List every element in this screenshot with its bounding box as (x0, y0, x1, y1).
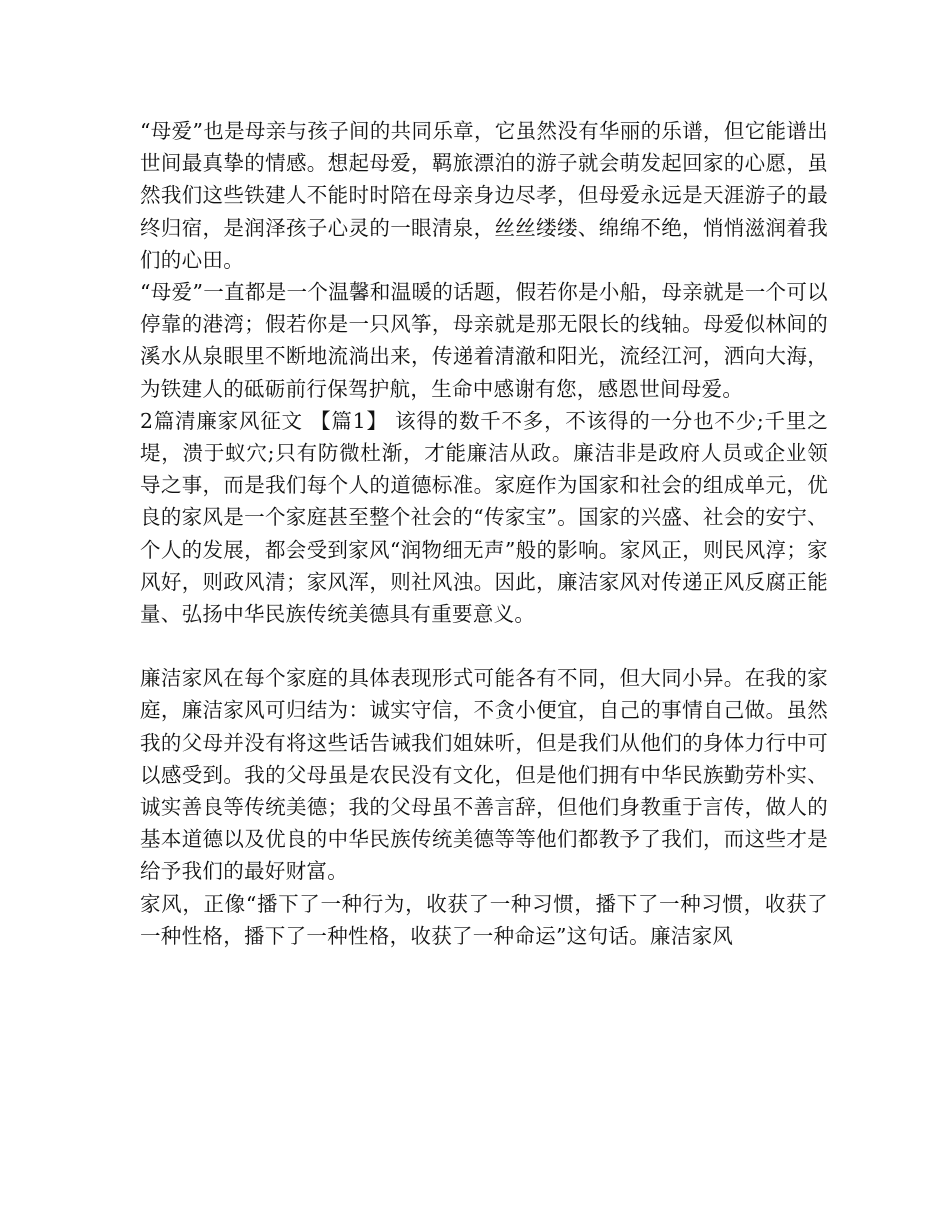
paragraph-maternal-love-2: “母爱”一直都是一个温馨和温暖的话题，假若你是小船，母亲就是一个可以停靠的港湾；假若你是一只风筝，母亲就是那无限长的线轴。母爱似林间的溪水从泉眼里不断地流淌出来，传递着清澈和阳光，流经江河，洒向大海，为铁建人的砥砺前行保驾护航，生命中感谢有您，感恩世间母爱。 (140, 280, 828, 401)
paragraph-clean-family-intro: 2篇清廉家风征文 【篇1】 该得的数千不多，不该得的一分也不少;千里之堤，溃于蚁穴;只有防微杜渐，才能廉洁从政。廉洁非是政府人员或企业领导之事，而是我们每个人的道德标准。家庭作为国家和社会的组成单元，优良的家风是一个家庭甚至整个社会的“传家宝”。国家的兴盛、社会的安宁、个人的发展，都会受到家风“润物细无声”般的影响。家风正，则民风淳；家风好，则政风清；家风浑，则社风浊。因此，廉洁家风对传递正风反腐正能量、弘扬中华民族传统美德具有重要意义。 (140, 408, 828, 627)
document-page (140, 115, 828, 952)
paragraph-clean-family-home: 廉洁家风在每个家庭的具体表现形式可能各有不同，但大同小异。在我的家庭，廉洁家风可归结为：诚实守信，不贪小便宜，自己的事情自己做。虽然我的父母并没有将这些话告诫我们姐妹听，但是我们从他们的身体力行中可以感受到。我的父母虽是农民没有文化，但是他们拥有中华民族勤劳朴实、诚实善良等传统美德；我的父母虽不善言辞，但他们身教重于言传，做人的基本道德以及优良的中华民族传统美德等等他们都教予了我们，而这些才是给予我们的最好财富。 (140, 666, 828, 884)
paragraph-maternal-love-1: “母爱”也是母亲与孩子间的共同乐章，它虽然没有华丽的乐谱，但它能谱出世间最真挚的情感。想起母爱，羁旅漂泊的游子就会萌发起回家的心愿，虽然我们这些铁建人不能时时陪在母亲身边尽孝，但母爱永远是天涯游子的最终归宿，是润泽孩子心灵的一眼清泉，丝丝缕缕、绵绵不绝，悄悄滋润着我们的心田。 (140, 119, 828, 272)
paragraph-family-tradition: 家风，正像“播下了一种行为，收获了一种习惯，播下了一种习惯，收获了一种性格，播下了一种性格，收获了一种命运”这句话。廉洁家风 (140, 891, 828, 948)
